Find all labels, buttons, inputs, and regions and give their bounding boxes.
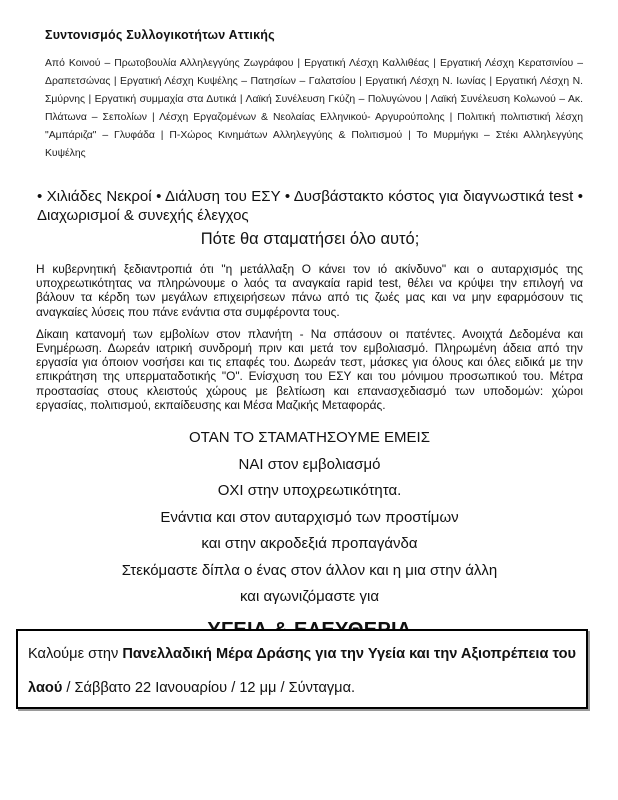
organizations-list: Από Κοινού – Πρωτοβουλία Αλληλεγγύης Ζωγράφου | Εργατική Λέσχη Καλλιθέας | Εργατική Λέσχη Κερατσινίου – Δραπετσώνας | Εργατική Λέσχη Κυψέλης – Πατησίων – Γαλατσίου | Εργατική Λέσχη Ν. Ιωνίας | Εργατική Λέσχη Ν. Σμύρνης | Εργατική συμμαχία στα Δυτικά | Λαϊκή Συνέλευση Γκύζη – Πολυγώνου | Λαϊκή Συνέλευση Κολωνού – Ακ. Πλάτωνα – Σεπολίων | Λέσχη Εργαζομένων & Νεολαίας Ελληνικού- Αργυρούπολης | Πολιτική πολιτιστική λέσχη "Αμπάριζα" – Γλυφάδα | Π-Χώρος Κινημάτων Αλληλεγγύης & Πολιτισμού | Το Μυρμήγκι – Στέκι Αλληλεγγύης Κυψέλης bbox=[45, 58, 583, 159]
body-paragraph-2: Δίκαιη κατανομή των εμβολίων στον πλανήτη - Να σπάσουν οι πατέντες. Ανοιχτά Δεδομένα και Ενημέρωση. Δωρεάν ιατρική συνδρομή πριν και μετά τον εμβολιασμό. Πληρωμένη άδεια από την εργασία για όποιον νοσήσει και τις επαφές του. Δωρεάν τεστ, μάσκες για όλους και όλες ειδικά με την επικράτηση της υπερματαδοτικής "Ο". Ενίσχυση του ΕΣΥ και του μόνιμου προσωπικού του. Μέτρα προστασίας στους κλειστούς χώρους με βελτίωση και επανασχεδιασμό των υποδομών: χώροι εργασίας, πολιτισμού, εκπαίδευσης και Μέσα Μαζικής Μεταφοράς. bbox=[36, 326, 583, 412]
headline-bullets: • Χιλιάδες Νεκροί • Διάλυση του ΕΣΥ • Δυσβάστακτο κόστος για διαγνωστικά test • Διαχωρισμοί & συνεχής έλεγχος bbox=[37, 188, 583, 224]
slogan-line: ΝΑΙ στον εμβολιασμό bbox=[238, 455, 381, 473]
slogans-section bbox=[36, 430, 583, 642]
page-title: Συντονισμός Συλλογικοτήτων Αττικής bbox=[45, 28, 275, 42]
body-section bbox=[36, 262, 583, 412]
slogan-line: ΟΧΙ στην υποχρεωτικότητα. bbox=[217, 482, 402, 500]
slogan-line: ΟΤΑΝ ΤΟ ΣΤΑΜΑΤΗΣΟΥΜΕ ΕΜΕΙΣ bbox=[189, 429, 430, 447]
headline-section bbox=[37, 187, 583, 249]
call-to-action-box bbox=[16, 629, 588, 709]
slogan-line: και στην ακροδεξιά προπαγάνδα bbox=[201, 535, 418, 553]
slogan-line: Στεκόμαστε δίπλα ο ένας στον άλλον και η μια στην άλλη bbox=[121, 561, 498, 579]
slogan-line: και αγωνιζόμαστε για bbox=[239, 588, 379, 606]
body-paragraph-1: Η κυβερνητική ξεδιαντροπιά ότι "η μετάλλαξη Ο κάνει τον ιό ακίνδυνο" και ο αυταρχισμός της υποχρεωτικότητας να πληρώνουμε ο λαός τα αναγκαία rapid test, θέλει να κρύψει την επιλογή να βάλουν τα κέρδη των μεγάλων επιχειρήσεων πάνω από τις ζωές μας και να μην εφαρμόσουν τις αναγκαίες λύσεις που πάνε ενάντια στα συμφέροντα τους. bbox=[36, 262, 583, 319]
slogan-line: Ενάντια και στον αυταρχισμό των προστίμων bbox=[160, 508, 459, 526]
cta-intro: Καλούμε στην bbox=[28, 646, 123, 662]
cta-details: / Σάββατο 22 Ιανουαρίου / 12 μμ / Σύνταγμα. bbox=[62, 680, 356, 696]
header-section bbox=[45, 28, 583, 163]
call-to-action-text bbox=[28, 637, 576, 705]
headline-question: Πότε θα σταματήσει όλο αυτό; bbox=[200, 230, 420, 248]
cta-event-name: Πανελλαδική Μέρα Δράσης για την Υγεία και την Αξιοπρέπεια του λαού bbox=[28, 646, 576, 696]
